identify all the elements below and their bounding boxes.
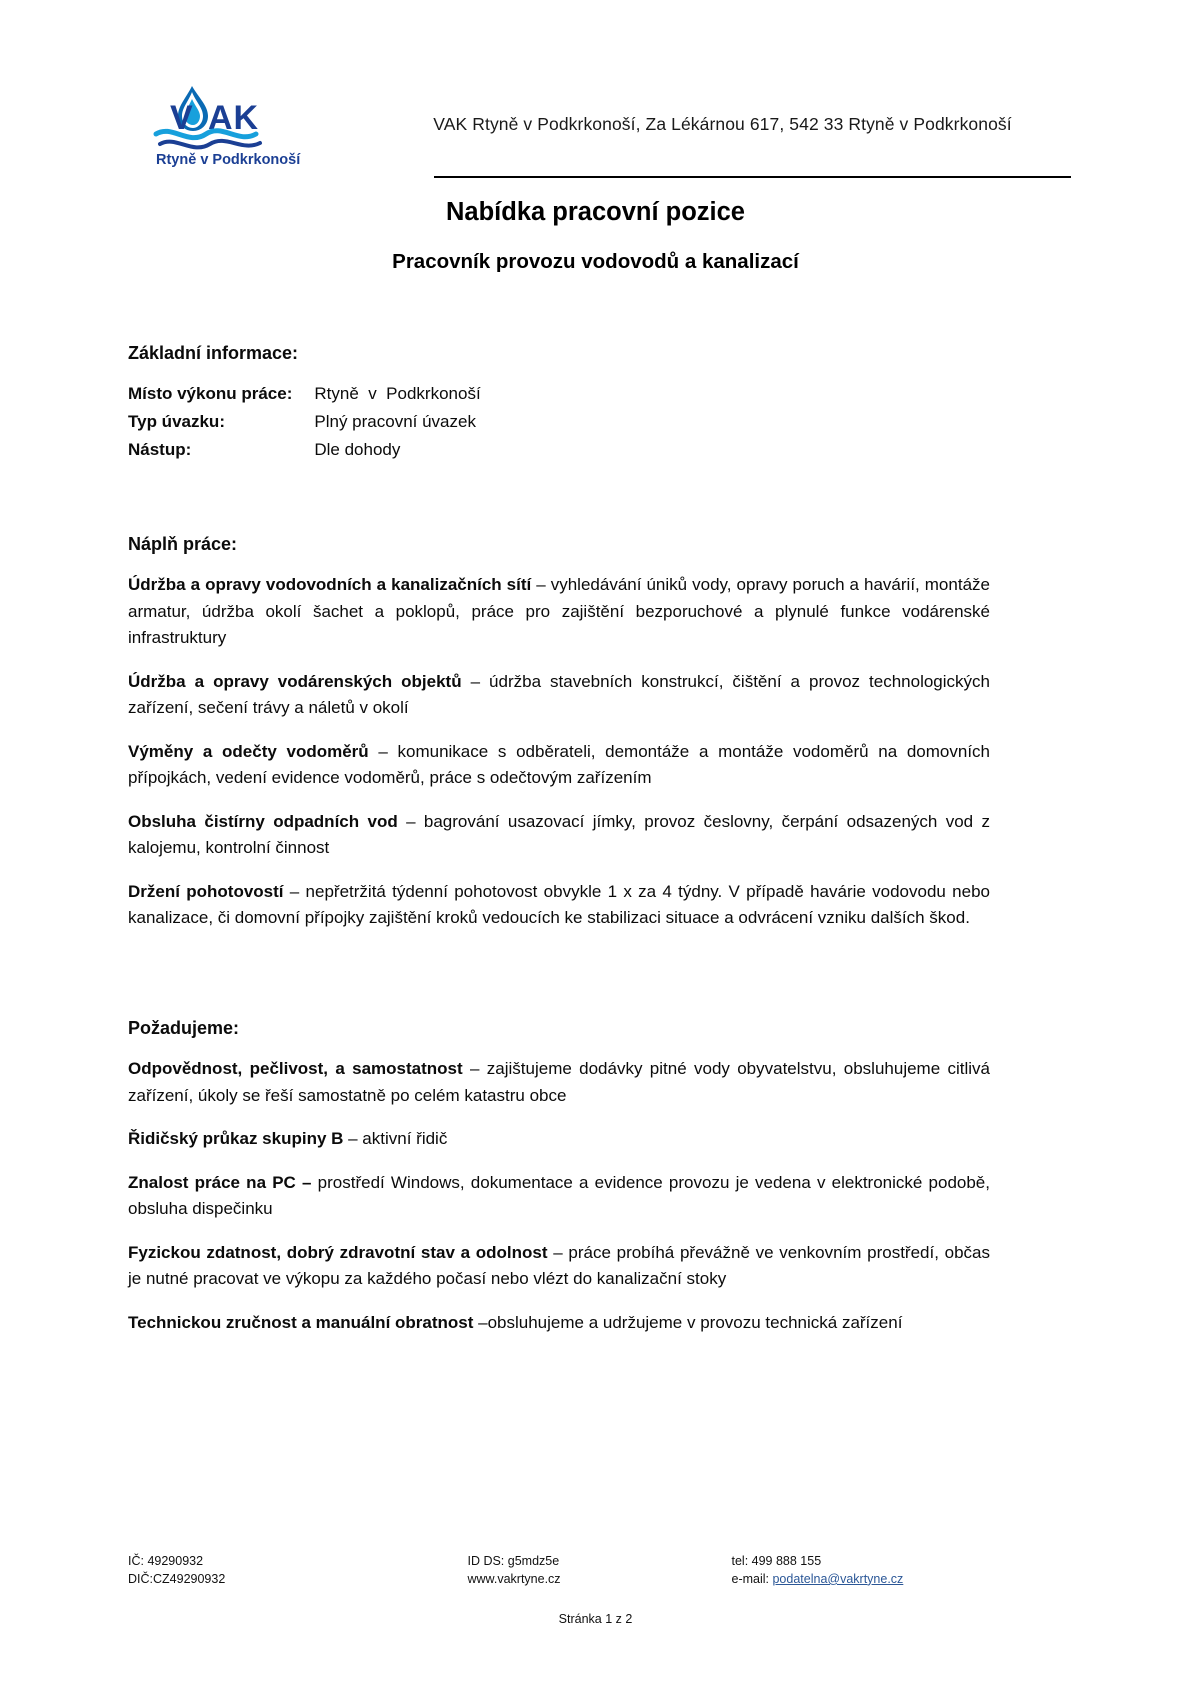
basic-info-table xyxy=(128,381,481,464)
duty-item xyxy=(128,669,990,722)
section-heading-basic-info: Základní informace: xyxy=(128,343,299,363)
svg-text:AK: AK xyxy=(208,99,260,137)
duty-text: – údržba stavebních konstrukcí, čištění a provoz technologických zařízení, sečení trávy a náletů v okolí xyxy=(128,671,990,718)
requirement-text: –obsluhujeme a udržujeme v provozu technická zařízení xyxy=(473,1312,903,1332)
section-heading-duties: Náplň práce: xyxy=(128,533,238,554)
requirement-lead: Řidičský průkaz skupiny B xyxy=(128,1129,344,1149)
requirement-item xyxy=(128,1126,990,1153)
footer-column-identifiers xyxy=(128,1552,467,1588)
company-address: VAK Rtyně v Podkrkonoší, Za Lékárnou 617, 542 33 Rtyně v Podkrkonoší xyxy=(433,114,1012,134)
logo-subtext: Rtyně v Podkrkonoší xyxy=(156,152,301,168)
footer-phone: tel: 499 888 155 xyxy=(731,1553,822,1568)
footer-column-databox xyxy=(467,1552,731,1588)
footer-email-label: e-mail: xyxy=(731,1571,773,1586)
requirement-text: prostředí Windows, dokumentace a evidence provozu je vedena v elektronické podobě, obsluha dispečinku xyxy=(128,1172,990,1219)
header-divider xyxy=(434,176,1071,178)
vak-logo-icon xyxy=(134,72,314,172)
requirement-item xyxy=(128,1240,990,1293)
spacer xyxy=(128,949,990,975)
spacer xyxy=(128,465,990,491)
duty-text: – vyhledávání úniků vody, opravy poruch a havárií, montáže armatur, údržba okolí šachet a poklopů, práce pro zajištění bezporuchové a plynulé funkce vodárenské infrastruktury xyxy=(128,575,990,648)
requirement-text: – aktivní řidič xyxy=(343,1129,448,1149)
document-body xyxy=(128,340,990,1353)
requirement-lead: Odpovědnost, pečlivost, a samostatnost xyxy=(128,1059,463,1079)
duty-item xyxy=(128,879,990,932)
footer-column-contact xyxy=(732,1552,1071,1588)
requirement-item xyxy=(128,1310,990,1337)
duty-text: – komunikace s odběrateli, demontáže a montáže vodoměrů na domovních přípojkách, vedení evidence vodoměrů, práce s odečtovým zařízením xyxy=(128,741,990,788)
duty-lead: Výměny a odečty vodoměrů xyxy=(128,741,369,761)
requirement-lead: Znalost práce na PC – xyxy=(128,1172,312,1192)
svg-text:V: V xyxy=(170,99,194,137)
table-row xyxy=(128,437,481,465)
info-label-contract-type: Typ úvazku: xyxy=(128,412,225,432)
footer-website: www.vakrtyne.cz xyxy=(467,1571,561,1586)
duty-item xyxy=(128,739,990,792)
requirement-lead: Technickou zručnost a manuální obratnost xyxy=(128,1312,474,1332)
requirement-item xyxy=(128,1056,990,1109)
requirement-item xyxy=(128,1170,990,1223)
table-row xyxy=(128,381,481,409)
page-subtitle: Pracovník provozu vodovodů a kanalizací xyxy=(392,250,799,273)
duty-lead: Údržba a opravy vodovodních a kanalizačních sítí xyxy=(128,575,532,595)
info-label-start: Nástup: xyxy=(128,440,192,460)
info-value-start: Dle dohody xyxy=(314,440,401,460)
duty-lead: Držení pohotovostí xyxy=(128,881,284,901)
footer-id-ds: ID DS: g5mdz5e xyxy=(467,1553,560,1568)
requirement-text: – práce probíhá převážně ve venkovním prostředí, občas je nutné pracovat ve výkopu za každého počasí nebo vlézt do kanalizační stoky xyxy=(128,1242,991,1289)
page-title: Nabídka pracovní pozice xyxy=(445,198,745,226)
duty-lead: Obsluha čistírny odpadních vod xyxy=(128,811,398,831)
info-label-workplace: Místo výkonu práce: xyxy=(128,384,293,404)
info-value-contract-type: Plný pracovní úvazek xyxy=(314,412,476,432)
footer-dic: DIČ:CZ49290932 xyxy=(128,1571,226,1586)
duty-item xyxy=(128,809,990,862)
section-heading-requirements: Požadujeme: xyxy=(128,1017,240,1038)
duty-lead: Údržba a opravy vodárenských objektů xyxy=(128,671,462,691)
duty-text: – nepřetržitá týdenní pohotovost obvykle 1 x za 4 týdny. V případě havárie vodovodu nebo kanalizace, či domovní přípojky zajištění kroků vedoucích ke stabilizaci situace a odvrácení vzniku dalších škod. xyxy=(128,881,990,928)
footer-email-link[interactable]: podatelna@vakrtyne.cz xyxy=(772,1571,904,1586)
document-footer xyxy=(128,1552,1071,1588)
table-row xyxy=(128,409,481,437)
footer-ico: IČ: 49290932 xyxy=(128,1553,204,1568)
requirement-text: – zajištujeme dodávky pitné vody obyvatelstvu, obsluhujeme citlivá zařízení, úkoly se řeší samostatně po celém katastru obce xyxy=(128,1059,991,1105)
duty-text: – bagrování usazovací jímky, provoz česlovny, čerpání odsazených vod z kalojemu, kontrolní činnost xyxy=(128,811,990,858)
footer-email-row xyxy=(732,1570,1071,1588)
requirement-lead: Fyzickou zdatnost, dobrý zdravotní stav a odolnost xyxy=(128,1242,548,1262)
company-logo xyxy=(134,72,314,172)
duty-item xyxy=(128,572,990,652)
info-value-workplace: Rtyně v Podkrkonoší xyxy=(314,384,481,404)
document-header xyxy=(134,72,1071,180)
page-number: Stránka 1 z 2 xyxy=(558,1612,633,1626)
